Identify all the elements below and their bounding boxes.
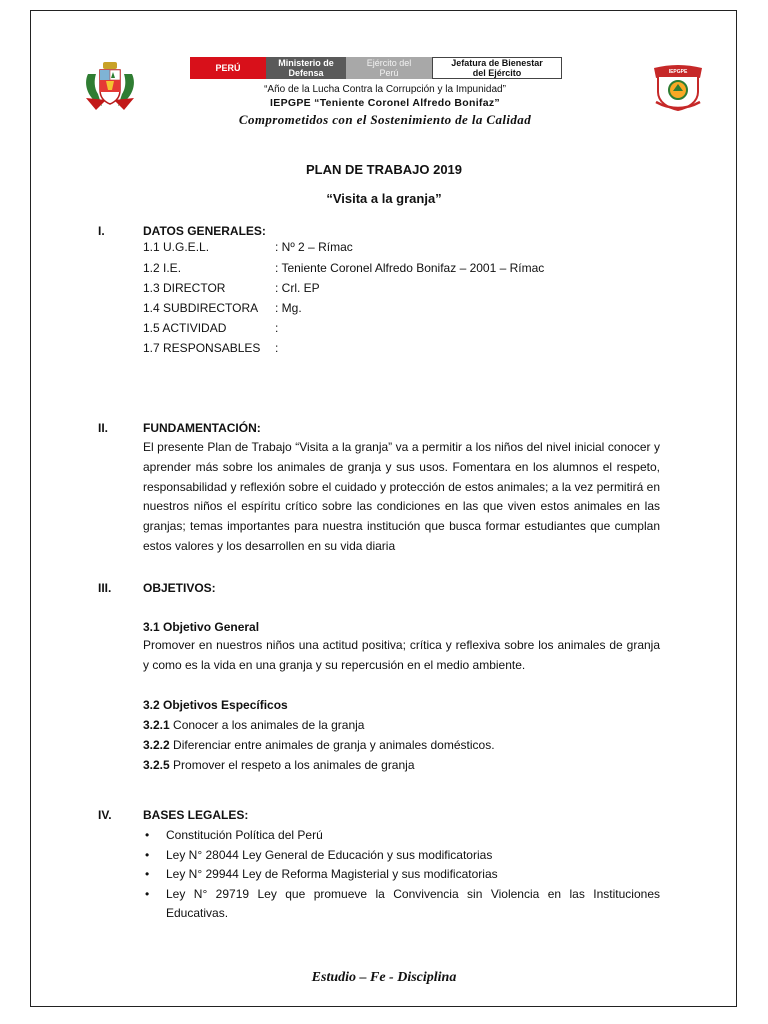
bullet-icon: • — [145, 886, 150, 901]
year-motto: “Año de la Lucha Contra la Corrupción y la Impunidad” — [264, 84, 506, 95]
row-label: 1.2 I.E. — [143, 261, 182, 275]
legal-base-text: Constitución Política del Perú — [166, 828, 323, 842]
peru-coat-of-arms-logo — [82, 60, 138, 119]
list-item — [143, 885, 660, 924]
row-label: 1.7 RESPONSABLES — [143, 341, 261, 355]
list-item — [143, 846, 660, 866]
section-number: IV. — [98, 808, 112, 822]
objective-code: 3.2.5 — [143, 758, 170, 772]
crest-lettering: IEPGPE — [668, 69, 688, 75]
row-value: : — [275, 341, 279, 355]
legal-base-text: Ley N° 28044 Ley General de Educación y sus modificatorias — [166, 847, 493, 862]
ministerio-line1: Ministerio de — [278, 58, 334, 68]
section-number: III. — [98, 581, 112, 595]
section-heading: OBJETIVOS: — [143, 581, 216, 595]
jefatura-banner-cell — [432, 57, 562, 79]
bullet-icon: • — [145, 828, 150, 842]
jefatura-line1: Jefatura de Bienestar — [451, 58, 543, 68]
row-value: : Crl. EP — [275, 281, 320, 295]
section-heading: FUNDAMENTACIÓN: — [143, 421, 261, 435]
fundamentacion-paragraph: El presente Plan de Trabajo “Visita a la granja” va a permitir a los niños del nivel inicial conocer y aprender más sobre los animales de granja y sus usos. Fomentara en los alumnos el respeto, responsabilidad y reflexión sobre el cuidado y protección de estos animales; a la vez permitirá en nuestros niños el espíritu crítico sobre las condiciones en las que viven estos animales en las granjas; temas importantes para nuestra institución que busca formar estudiantes que cumplan estos valores y los desarrollen en su vida diaria — [143, 440, 660, 553]
specific-objective-item — [143, 758, 415, 772]
specific-objectives-title: 3.2 Objetivos Específicos — [143, 698, 288, 712]
ejercito-banner-cell — [346, 57, 432, 79]
ministerio-banner-cell — [266, 57, 346, 79]
general-objective-title: 3.1 Objetivo General — [143, 620, 260, 634]
specific-objective-item — [143, 718, 364, 732]
legal-base-text: Ley N° 29719 Ley que promueve la Convivencia sin Violencia en las Instituciones Educativas. — [166, 886, 660, 921]
row-value: : — [275, 321, 279, 335]
ejercito-line2: Perú — [379, 68, 399, 78]
section-number: II. — [98, 421, 109, 435]
footer-motto: Estudio – Fe - Disciplina — [311, 970, 457, 985]
ministerio-line2: Defensa — [288, 68, 324, 78]
specific-objective-item — [143, 738, 495, 752]
jefatura-line2: del Ejército — [472, 68, 522, 78]
legal-base-text: Ley N° 29944 Ley de Reforma Magisterial y sus modificatorias — [166, 867, 498, 882]
row-label: 1.3 DIRECTOR — [143, 281, 226, 295]
list-item — [143, 826, 660, 846]
row-label: 1.1 U.G.E.L. — [143, 240, 210, 254]
objective-code: 3.2.2 — [143, 738, 170, 752]
section-number: I. — [98, 224, 105, 238]
document-subtitle: “Visita a la granja” — [326, 191, 442, 206]
section-heading: BASES LEGALES: — [143, 808, 249, 822]
peru-banner-cell: PERÚ — [190, 57, 266, 79]
objective-code: 3.2.1 — [143, 718, 170, 732]
objective-text: Conocer a los animales de la granja — [169, 718, 365, 732]
institution-banner — [190, 57, 562, 79]
objective-text: Diferenciar entre animales de granja y animales domésticos. — [169, 738, 495, 752]
row-value: : Teniente Coronel Alfredo Bonifaz – 2001 – Rímac — [275, 261, 545, 275]
row-value: : Nº 2 – Rímac — [275, 240, 353, 254]
objective-text: Promover el respeto a los animales de granja — [169, 758, 415, 772]
legal-bases-list — [143, 826, 660, 924]
general-objective-text: Promover en nuestros niños una actitud positiva; crítica y reflexiva sobre los animales de granja y como es la vida en una granja y su repercusión en el medio ambiente. — [143, 638, 660, 672]
institution-crest-logo — [650, 62, 706, 117]
bullet-icon: • — [145, 867, 150, 882]
quality-slogan: Comprometidos con el Sostenimiento de la Calidad — [238, 112, 532, 127]
bullet-icon: • — [145, 847, 150, 862]
institution-name: IEPGPE “Teniente Coronel Alfredo Bonifaz” — [270, 97, 500, 109]
row-value: : Mg. — [275, 301, 302, 315]
row-label: 1.5 ACTIVIDAD — [143, 321, 227, 335]
document-title: PLAN DE TRABAJO 2019 — [305, 162, 463, 177]
row-label: 1.4 SUBDIRECTORA — [143, 301, 259, 315]
ejercito-line1: Ejército del — [366, 58, 412, 68]
list-item — [143, 865, 660, 885]
section-heading: DATOS GENERALES: — [143, 224, 266, 238]
